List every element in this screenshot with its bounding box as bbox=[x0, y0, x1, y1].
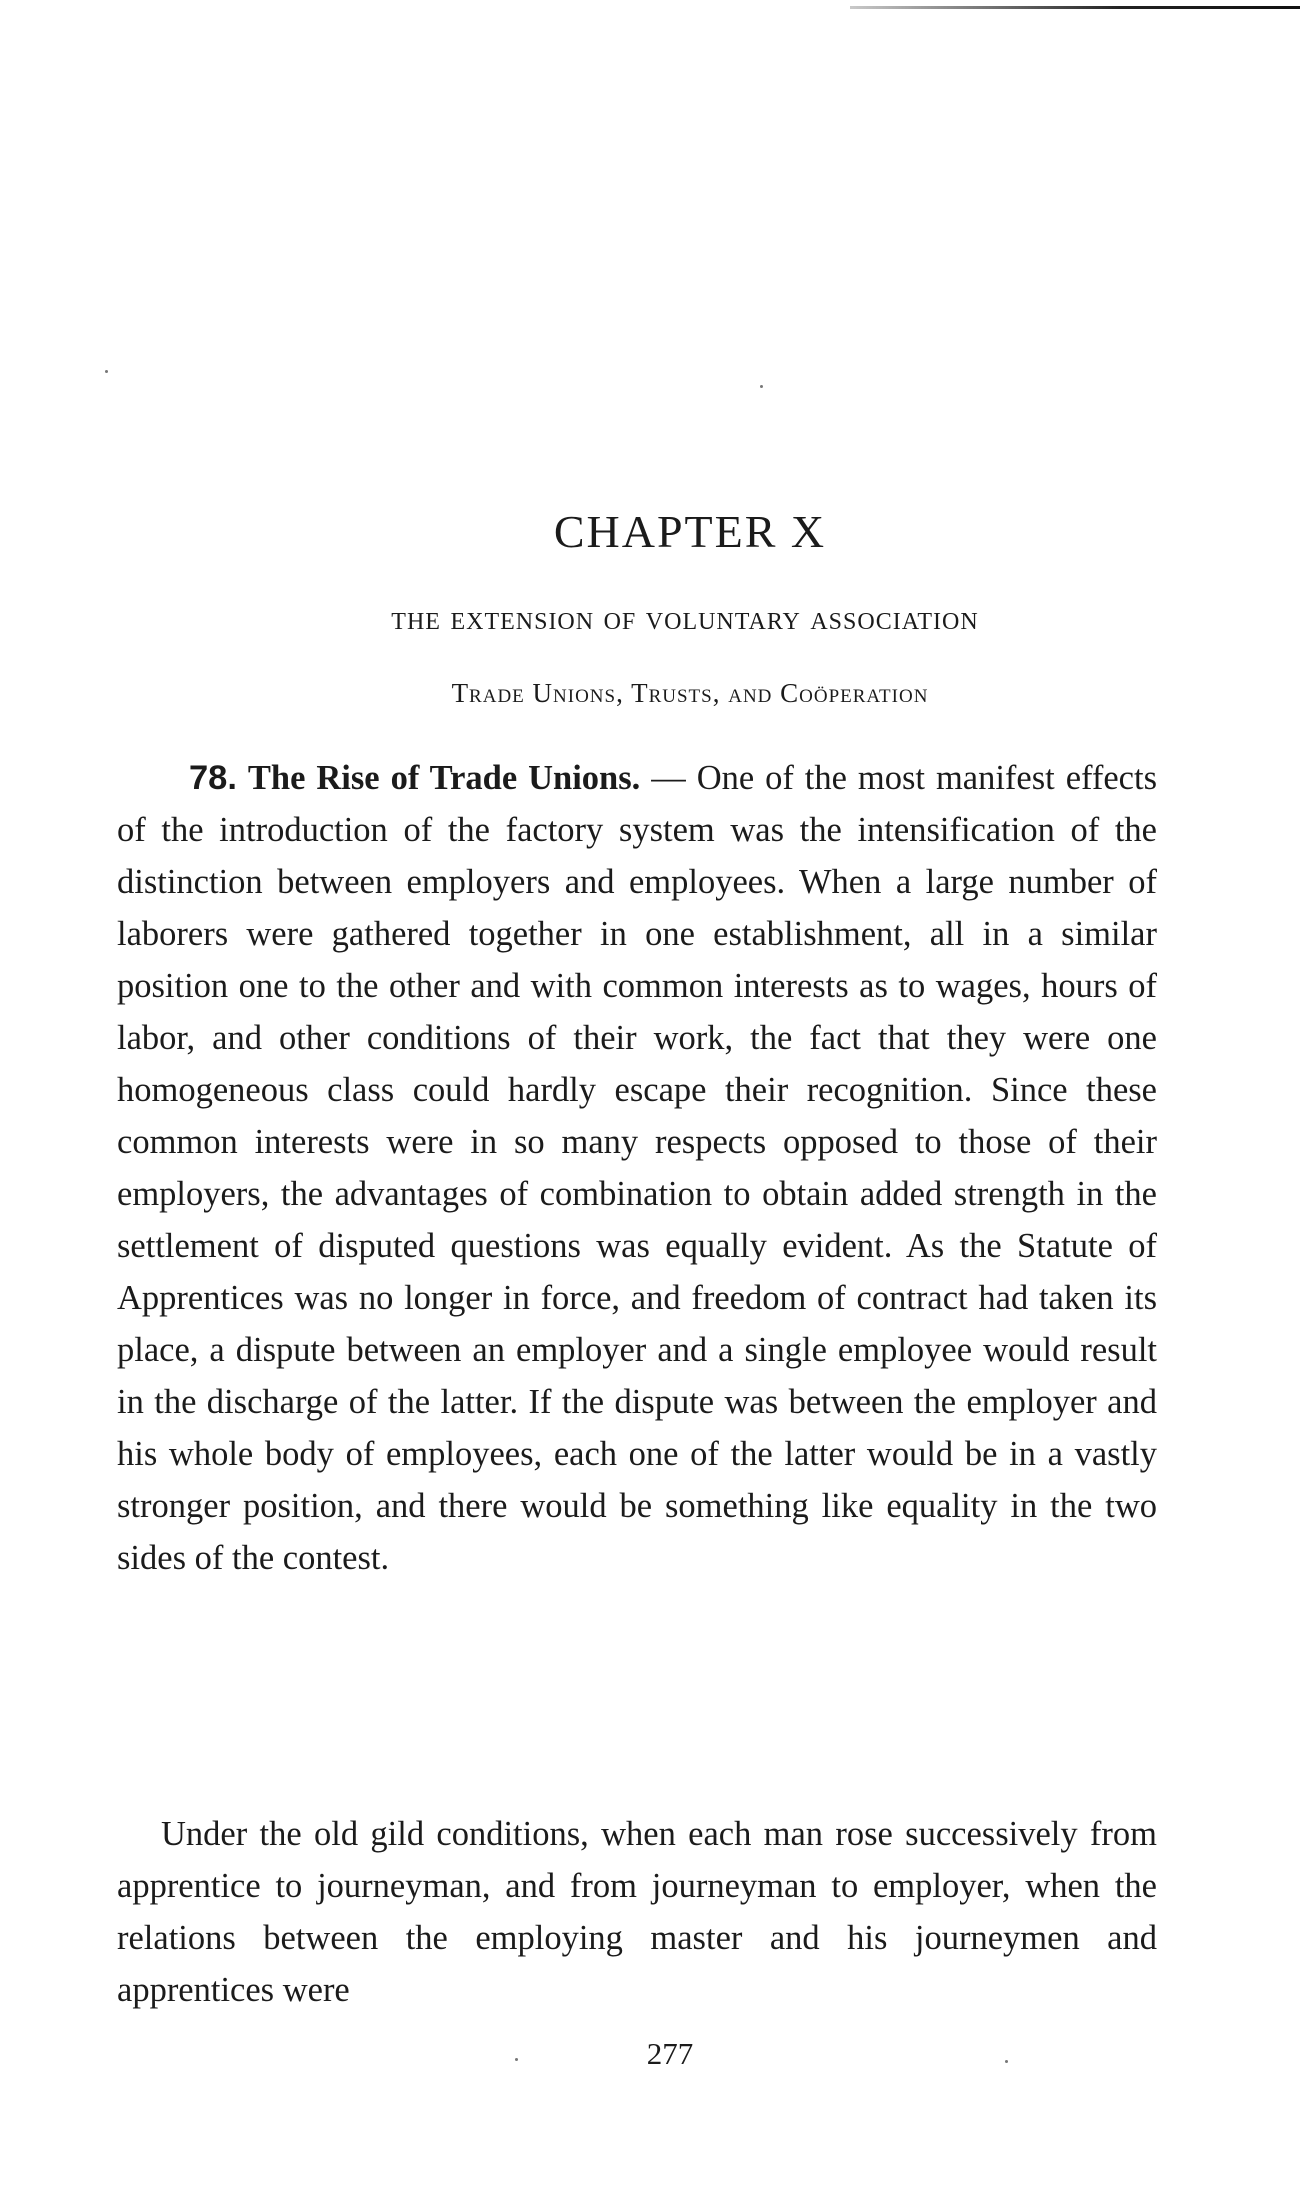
paragraph-2-text: Under the old gild conditions, when each man rose successively from apprentice to journeyman, and from journeyman to employer, when the relations between the employing master and his journeymen and apprentices were bbox=[117, 1815, 1157, 2009]
chapter-subtitle-text: the extension of voluntary association bbox=[391, 600, 979, 637]
section-number: 78. bbox=[189, 759, 237, 797]
section-78-text bbox=[117, 752, 1157, 1584]
paper-speck bbox=[760, 385, 763, 388]
section-78-paragraph bbox=[117, 752, 1157, 1584]
top-rule bbox=[850, 6, 1300, 9]
paper-speck bbox=[1005, 2060, 1008, 2063]
section-body: One of the most manifest effects of the introduction of the factory system was the intensification of the distinction between employers and employees. When a large number of laborers were gathered together in one establishment, all in a similar position one to the other and with common interests as to wages, hours of labor, and other conditions of their work, the fact that they were one homogeneous class could hardly escape their recognition. Since these common interests were in so many respects opposed to those of their employers, the advantages of combination to obtain added strength in the settlement of disputed questions was equally evident. As the Statute of Apprentices was no longer in force, and freedom of contract had taken its place, a dispute between an employer and a single employee would result in the discharge of the latter. If the dispute was between the employer and his whole body of employees, each one of the latter would be in a vastly stronger position, and there would be something like equality in the two sides of the contest. bbox=[117, 759, 1158, 1577]
paragraph-2 bbox=[117, 1808, 1157, 2016]
paper-speck bbox=[515, 2058, 518, 2061]
paper-speck bbox=[105, 370, 108, 373]
page-number: 277 bbox=[646, 2036, 694, 2071]
chapter-topics: Trade Unions, Trusts, and Coöperation bbox=[451, 678, 929, 708]
chapter-subtitle bbox=[0, 600, 1300, 638]
section-dash: — bbox=[640, 759, 697, 797]
chapter-title: CHAPTER X bbox=[553, 506, 827, 557]
section-heading: The Rise of Trade Unions. bbox=[247, 759, 641, 797]
